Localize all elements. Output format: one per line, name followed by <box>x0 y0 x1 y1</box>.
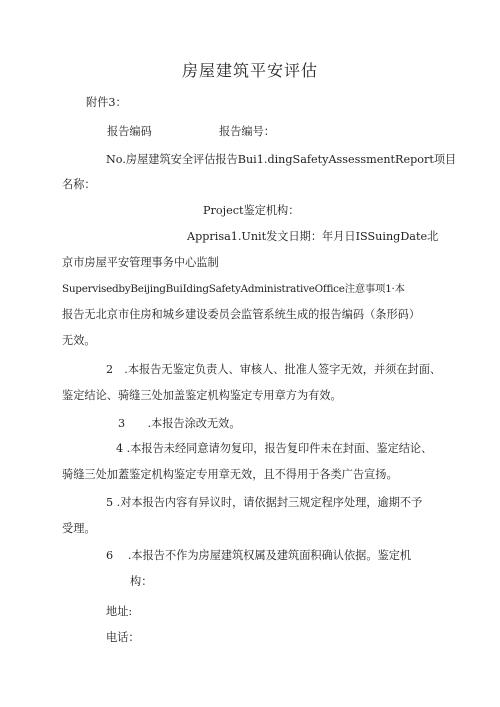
text-line: 5 .对本报告内容有异议时，请依据封三规定程序处理，逾期不予 <box>106 496 423 509</box>
text-line: 名称： <box>62 178 96 191</box>
text-line: 鉴定结论、骑缝三处加盖鉴定机构鉴定专用章方为有效。 <box>62 389 342 402</box>
text-line: 2 .本报告无鉴定负责人、审核人、批准人签字无效，并须在封面、 <box>106 363 442 376</box>
text-line: Project鉴定机构： <box>203 204 300 217</box>
text-line: 骑缝三处加蓋鉴定机构鉴定专用章无效，且不得用于各类广告宣扬。 <box>62 468 398 481</box>
text-line: 受理。 <box>62 522 96 535</box>
report-number-label: 报告编号： <box>219 125 275 138</box>
address-label: 地址: <box>106 605 133 618</box>
text-line: 构： <box>130 575 153 588</box>
text-line: 3 .本报告涂改无效。 <box>118 417 241 430</box>
text-line: 报告无北京市住房和城乡建设委员会监管系统生成的报告编码（条形码） <box>62 308 421 321</box>
report-code-label: 报告编码 <box>107 125 152 138</box>
text-line: 6 .本报告不作为房屋建筑权属及建筑面积确认依据。鉴定机 <box>106 549 412 562</box>
text-line: SupervisedbyBeijingBuiIdingSafetyAdministrativeOffice注意事项1·本 <box>62 283 405 295</box>
document-title: 房屋建筑平安评估 <box>181 61 318 80</box>
attachment-label: 附件3： <box>86 96 127 109</box>
text-line: Apprisa1.Unit发文日期：年月日ISSuingDate北 <box>187 230 439 243</box>
text-line: 京市房屋平安管理事务中心监制 <box>62 256 219 269</box>
text-line: 无效。 <box>62 334 96 347</box>
phone-label: 电话： <box>106 631 140 644</box>
text-line: No.房屋建筑安全评估报告Bui1.dingSafetyAssessmentReport项目 <box>106 153 457 166</box>
text-line: 4 .本报告未经同意请勿复印，报告复印件未在封面、鉴定结论、 <box>116 442 433 455</box>
